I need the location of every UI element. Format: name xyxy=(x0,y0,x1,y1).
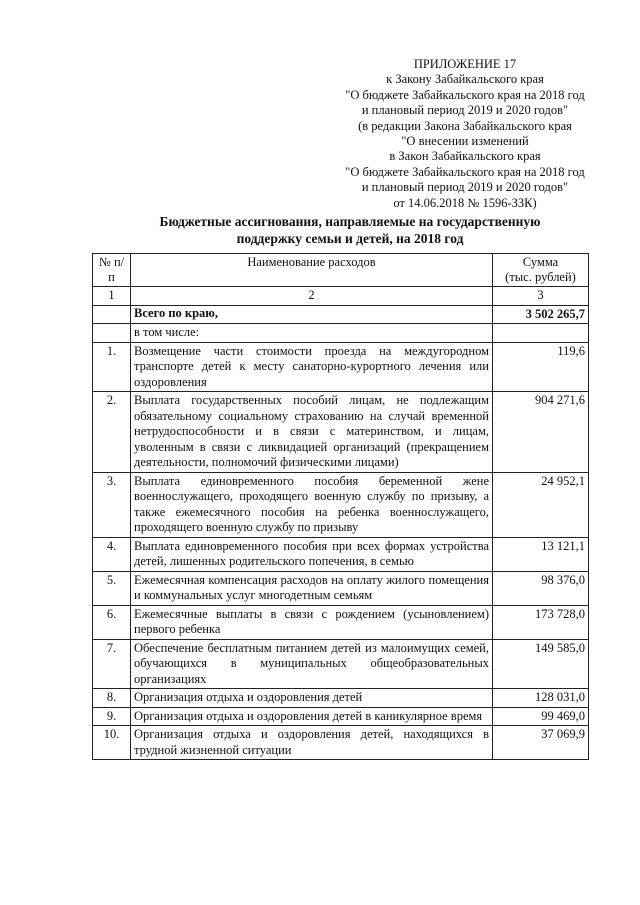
including-number-cell xyxy=(93,324,131,343)
table-row xyxy=(93,392,589,473)
row-name: Ежемесячные выплаты в связи с рождением (усыновлением) первого ребенка xyxy=(131,605,493,639)
column-header-sum xyxy=(493,254,589,287)
row-name: Организация отдыха и оздоровления детей, находящихся в трудной жизненной ситуации xyxy=(131,726,493,760)
header-line: и плановый период 2019 и 2020 годов" xyxy=(361,180,569,195)
row-number: 2. xyxy=(93,392,131,473)
title-line: поддержку семьи и детей, на 2018 год xyxy=(236,231,464,246)
row-number: 9. xyxy=(93,707,131,726)
row-name: Выплата государственных пособий лицам, не подлежащим обязательному социальному страхованию на случай временной нетрудоспособности и в связи с материнством, и лицам, уволенным в связи с ликвидацией организаций (прекращением деятельности, полномочий физическими лицами) xyxy=(131,392,493,473)
row-name: Организация отдыха и оздоровления детей xyxy=(131,689,493,708)
column-index: 2 xyxy=(131,287,493,306)
total-value: 3 502 265,7 xyxy=(493,305,589,324)
appendix-header xyxy=(320,57,610,211)
column-index-row xyxy=(93,287,589,306)
row-name: Возмещение части стоимости проезда на междугородном транспорте детей к месту санаторно-курортного лечения или оздоровления xyxy=(131,342,493,392)
row-name: Организация отдыха и оздоровления детей в каникулярное время xyxy=(131,707,493,726)
row-number: 8. xyxy=(93,689,131,708)
total-number-cell xyxy=(93,305,131,324)
title-line: Бюджетные ассигнования, направляемые на государственную xyxy=(159,214,541,229)
header-line: к Закону Забайкальского края xyxy=(386,72,544,87)
total-row xyxy=(93,305,589,324)
row-name: Обеспечение бесплатным питанием детей из малоимущих семей, обучающихся в муниципальных общеобразовательных организациях xyxy=(131,639,493,689)
header-line: "О бюджете Забайкальского края на 2018 год xyxy=(345,87,585,102)
row-number: 5. xyxy=(93,571,131,605)
column-header-number: № п/п xyxy=(93,254,131,287)
row-number: 3. xyxy=(93,472,131,537)
table-row xyxy=(93,707,589,726)
header-line: и плановый период 2019 и 2020 годов" xyxy=(361,103,569,118)
column-index: 3 xyxy=(493,287,589,306)
table-row xyxy=(93,537,589,571)
row-number: 6. xyxy=(93,605,131,639)
expenses-table xyxy=(92,253,589,760)
row-sum: 173 728,0 xyxy=(493,605,589,639)
including-row xyxy=(93,324,589,343)
column-index: 1 xyxy=(93,287,131,306)
header-line: "О внесении изменений xyxy=(401,134,529,149)
row-sum: 904 271,6 xyxy=(493,392,589,473)
including-sum-cell xyxy=(493,324,589,343)
including-label: в том числе: xyxy=(131,324,493,343)
row-number: 10. xyxy=(93,726,131,760)
table-row xyxy=(93,689,589,708)
table-row xyxy=(93,571,589,605)
row-number: 7. xyxy=(93,639,131,689)
row-number: 4. xyxy=(93,537,131,571)
header-line: "О бюджете Забайкальского края на 2018 год xyxy=(345,164,585,179)
row-name: Выплата единовременного пособия беременной жене военнослужащего, проходящего военную службу по призыву, а также ежемесячного пособия на ребенка военнослужащего, проходящего военную службу по призыву xyxy=(131,472,493,537)
row-sum: 128 031,0 xyxy=(493,689,589,708)
header-line: от 14.06.2018 № 1596-ЗЗК) xyxy=(393,195,537,210)
table-row xyxy=(93,605,589,639)
header-line: в Закон Забайкальского края xyxy=(389,149,541,164)
table-row xyxy=(93,726,589,760)
row-sum: 24 952,1 xyxy=(493,472,589,537)
row-sum: 37 069,9 xyxy=(493,726,589,760)
document-title xyxy=(60,213,640,247)
row-number: 1. xyxy=(93,342,131,392)
column-header-sum-line1: Сумма xyxy=(522,255,559,269)
row-name: Ежемесячная компенсация расходов на оплату жилого помещения и коммунальных услуг многодетным семьям xyxy=(131,571,493,605)
row-sum: 13 121,1 xyxy=(493,537,589,571)
table-row xyxy=(93,639,589,689)
row-sum: 149 585,0 xyxy=(493,639,589,689)
table-row xyxy=(93,472,589,537)
total-label: Всего по краю, xyxy=(131,305,493,324)
row-sum: 99 469,0 xyxy=(493,707,589,726)
column-header-sum-line2: (тыс. рублей) xyxy=(505,270,576,284)
row-sum: 98 376,0 xyxy=(493,571,589,605)
row-sum: 119,6 xyxy=(493,342,589,392)
table-header-row xyxy=(93,254,589,287)
column-header-name: Наименование расходов xyxy=(131,254,493,287)
row-name: Выплата единовременного пособия при всех формах устройства детей, лишенных родительского попечения, в семью xyxy=(131,537,493,571)
table-row xyxy=(93,342,589,392)
header-line: ПРИЛОЖЕНИЕ 17 xyxy=(413,57,517,71)
header-line: (в редакции Закона Забайкальского края xyxy=(358,118,572,133)
